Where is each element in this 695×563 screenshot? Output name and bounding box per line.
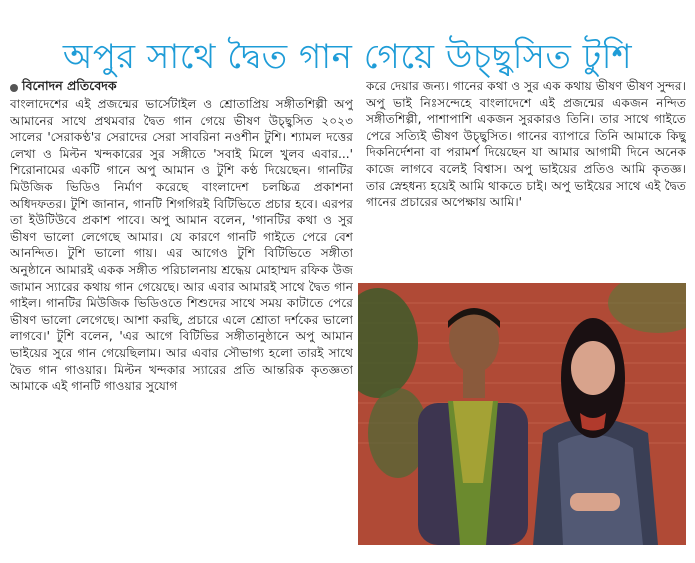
article-paragraph-right: করে দেয়ার জন্য। গানের কথা ও সুর এক কথায় ভীষণ ভীষণ সুন্দর। অপু ভাই নিঃসন্দেহে বাংলাদেশে এই প্রজন্মের একজন নন্দিত সঙ্গীতশিল্পী, পাশাপাশি একজন সুরকারও তিনি। তার সাথে গাইতে পেরে সত্যিই ভীষণ উচ্ছ্বসিত। গানের ব্যাপারে তিনি আমাকে কিছু দিকনির্দেশনা বা পরামর্শ দিয়েছেন যা আমার আগামী দিনে অনেক কাজে লাগবে বলেই বিশ্বাস। অপু ভাইয়ের প্রতিও আমি কৃতজ্ঞ। তার স্নেহধন্য হয়েই আমি থাকতে চাই। অপু ভাইয়ের সাথে এই দ্বৈত গানের প্রচারের অপেক্ষায় আমি।' <box>366 79 686 210</box>
article-byline <box>10 78 117 98</box>
byline-bullet-icon <box>10 84 18 92</box>
article-headline: অপুর সাথে দ্বৈত গান গেয়ে উচ্ছ্বসিত টুশি <box>62 36 633 77</box>
photo-illustration <box>358 283 686 545</box>
byline-text: বিনোদন প্রতিবেদক <box>22 78 117 93</box>
article-body-left-column <box>10 96 353 556</box>
article-photo <box>358 283 686 545</box>
article-paragraph-left: বাংলাদেশের এই প্রজন্মের ভার্সেটাইল ও শ্রোতাপ্রিয় সঙ্গীতশিল্পী অপু আমানের সাথে প্রথমবার দ্বৈত গান গেয়ে ভীষণ উচ্ছ্বসিত ২০২৩ সালের 'সেরাকণ্ঠ'র সেরাদের সেরা সাবরিনা নওশীন টুশি। শ্যামল দত্তের লেখা ও মিল্টন খন্দকারের সুর সঙ্গীতে 'সবাই মিলে খুলব এবার...' শিরোনামের একটি গানে অপু আমান ও টুশি কণ্ঠ দিয়েছেন। গানটির মিউজিক ভিডিও নির্মাণ করেছে বাংলাদেশ চলচ্চিত্র প্রকাশনা অধিদফতর। টুশি জানান, গানটি শিগগিরই বিটিভিতে প্রচার হবে। এরপর তা ইউটিউবে প্রকাশ পাবে। অপু আমান বলেন, 'গানটির কথা ও সুর ভীষণ ভালো লেগেছে আমার। যে কারণে গানটি গাইতে পেরে বেশ আনন্দিত। টুশি ভালো গায়। এর আগেও টুশি বিটিভিতে সঙ্গীতা অনুষ্ঠানে আমারই একক সঙ্গীত পরিচালনায় শ্রদ্ধেয় মোহাম্মদ রফিক উজ জামান স্যারের কথায় গান গেয়েছে। আর এবার আমারই সাথে দ্বৈত গান গাইল। গানটির মিউজিক ভিডিওতে শিশুদের সাথে সময় কাটাতে পেরে ভীষণ ভালো লেগেছে। আশা করছি, প্রচারে এলে শ্রোতা দর্শকের ভালো লাগবে।' টুশি বলেন, 'এর আগে বিটিভির সঙ্গীতানুষ্ঠানে অপু আমান ভাইয়ের সুরে গান গেয়েছিলাম। আর এবার সৌভাগ্য হলো তারই সাথে দ্বৈত গান গাওয়ার। মিল্টন খন্দকার স্যারের প্রতি আন্তরিক কৃতজ্ঞতা আমাকে এই গানটি গাওয়ার সুযোগ <box>10 97 353 394</box>
article-body-right-column <box>366 78 686 274</box>
